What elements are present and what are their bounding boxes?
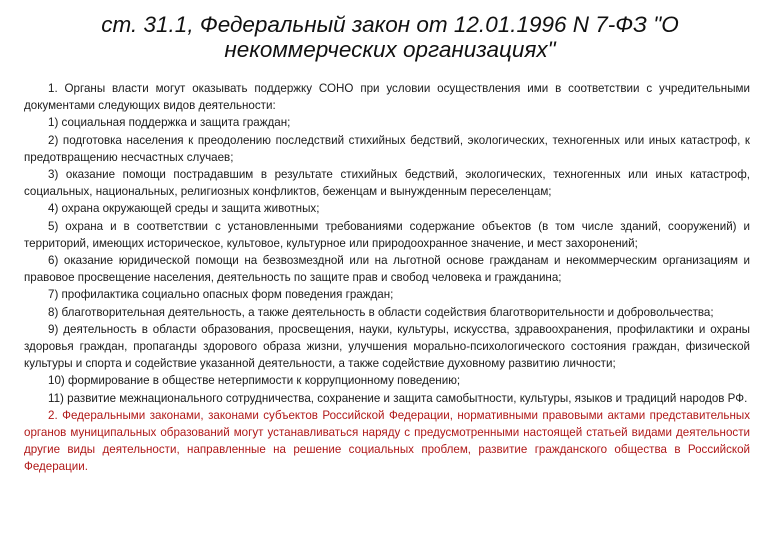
paragraph-2-highlighted: 2. Федеральными законами, законами субъектов Российской Федерации, нормативными правовыми актами представительных органов муниципальных образований могут устанавливаться наряду с предусмотренными настоящей статьей видами деятельности другие виды деятельности, направленные на решение социальных проблем, развитие гражданского общества в Российской Федерации.: [24, 408, 750, 474]
list-item-3: 3) оказание помощи пострадавшим в результате стихийных бедствий, экологических, техногенных или иных катастроф, социальных, национальных, религиозных конфликтов, беженцам и вынужденным переселенцам;: [24, 168, 750, 199]
list-item-9: 9) деятельность в области образования, просвещения, науки, культуры, искусства, здравоохранения, профилактики и охраны здоровья граждан, пропаганды здорового образа жизни, улучшения морально-психологического состояния граждан, физической культуры и спорта и содействие указанной деятельности, а также содействие духовному развитию личности;: [24, 322, 750, 371]
list-item-5: 5) охрана и в соответствии с установленными требованиями содержание объектов (в том числе зданий, сооружений) и территорий, имеющих историческое, культовое, культурное или природоохранное значение, и мест захоронений;: [24, 219, 750, 250]
list-item-6: 6) оказание юридической помощи на безвозмездной или на льготной основе гражданам и некоммерческим организациям и правовое просвещение населения, деятельность по защите прав и свобод человека и гражданина;: [24, 254, 750, 285]
article-body: [24, 80, 750, 476]
list-item-11: 11) развитие межнационального сотрудничества, сохранение и защита самобытности, культуры, языков и традиций народов РФ.: [48, 391, 748, 405]
paragraph-1: 1. Органы власти могут оказывать поддержку СОНО при условии осуществления ими в соответствии с учредительными документами следующих видов деятельности:: [24, 82, 750, 113]
list-item-2: 2) подготовка населения к преодолению последствий стихийных бедствий, экологических, техногенных или иных катастроф, к предотвращению несчастных случаев;: [24, 133, 750, 164]
list-item-8: 8) благотворительная деятельность, а также деятельность в области содействия благотворительности и добровольчества;: [48, 305, 714, 319]
list-item-1: 1) социальная поддержка и защита граждан;: [48, 116, 291, 130]
list-item-10: 10) формирование в обществе нетерпимости к коррупционному поведению;: [48, 374, 461, 388]
list-item-7: 7) профилактика социально опасных форм поведения граждан;: [48, 288, 394, 302]
list-item-4: 4) охрана окружающей среды и защита животных;: [48, 202, 320, 216]
page-title: ст. 31.1, Федеральный закон от 12.01.1996 N 7-ФЗ "О некоммерческих организациях": [101, 12, 679, 62]
